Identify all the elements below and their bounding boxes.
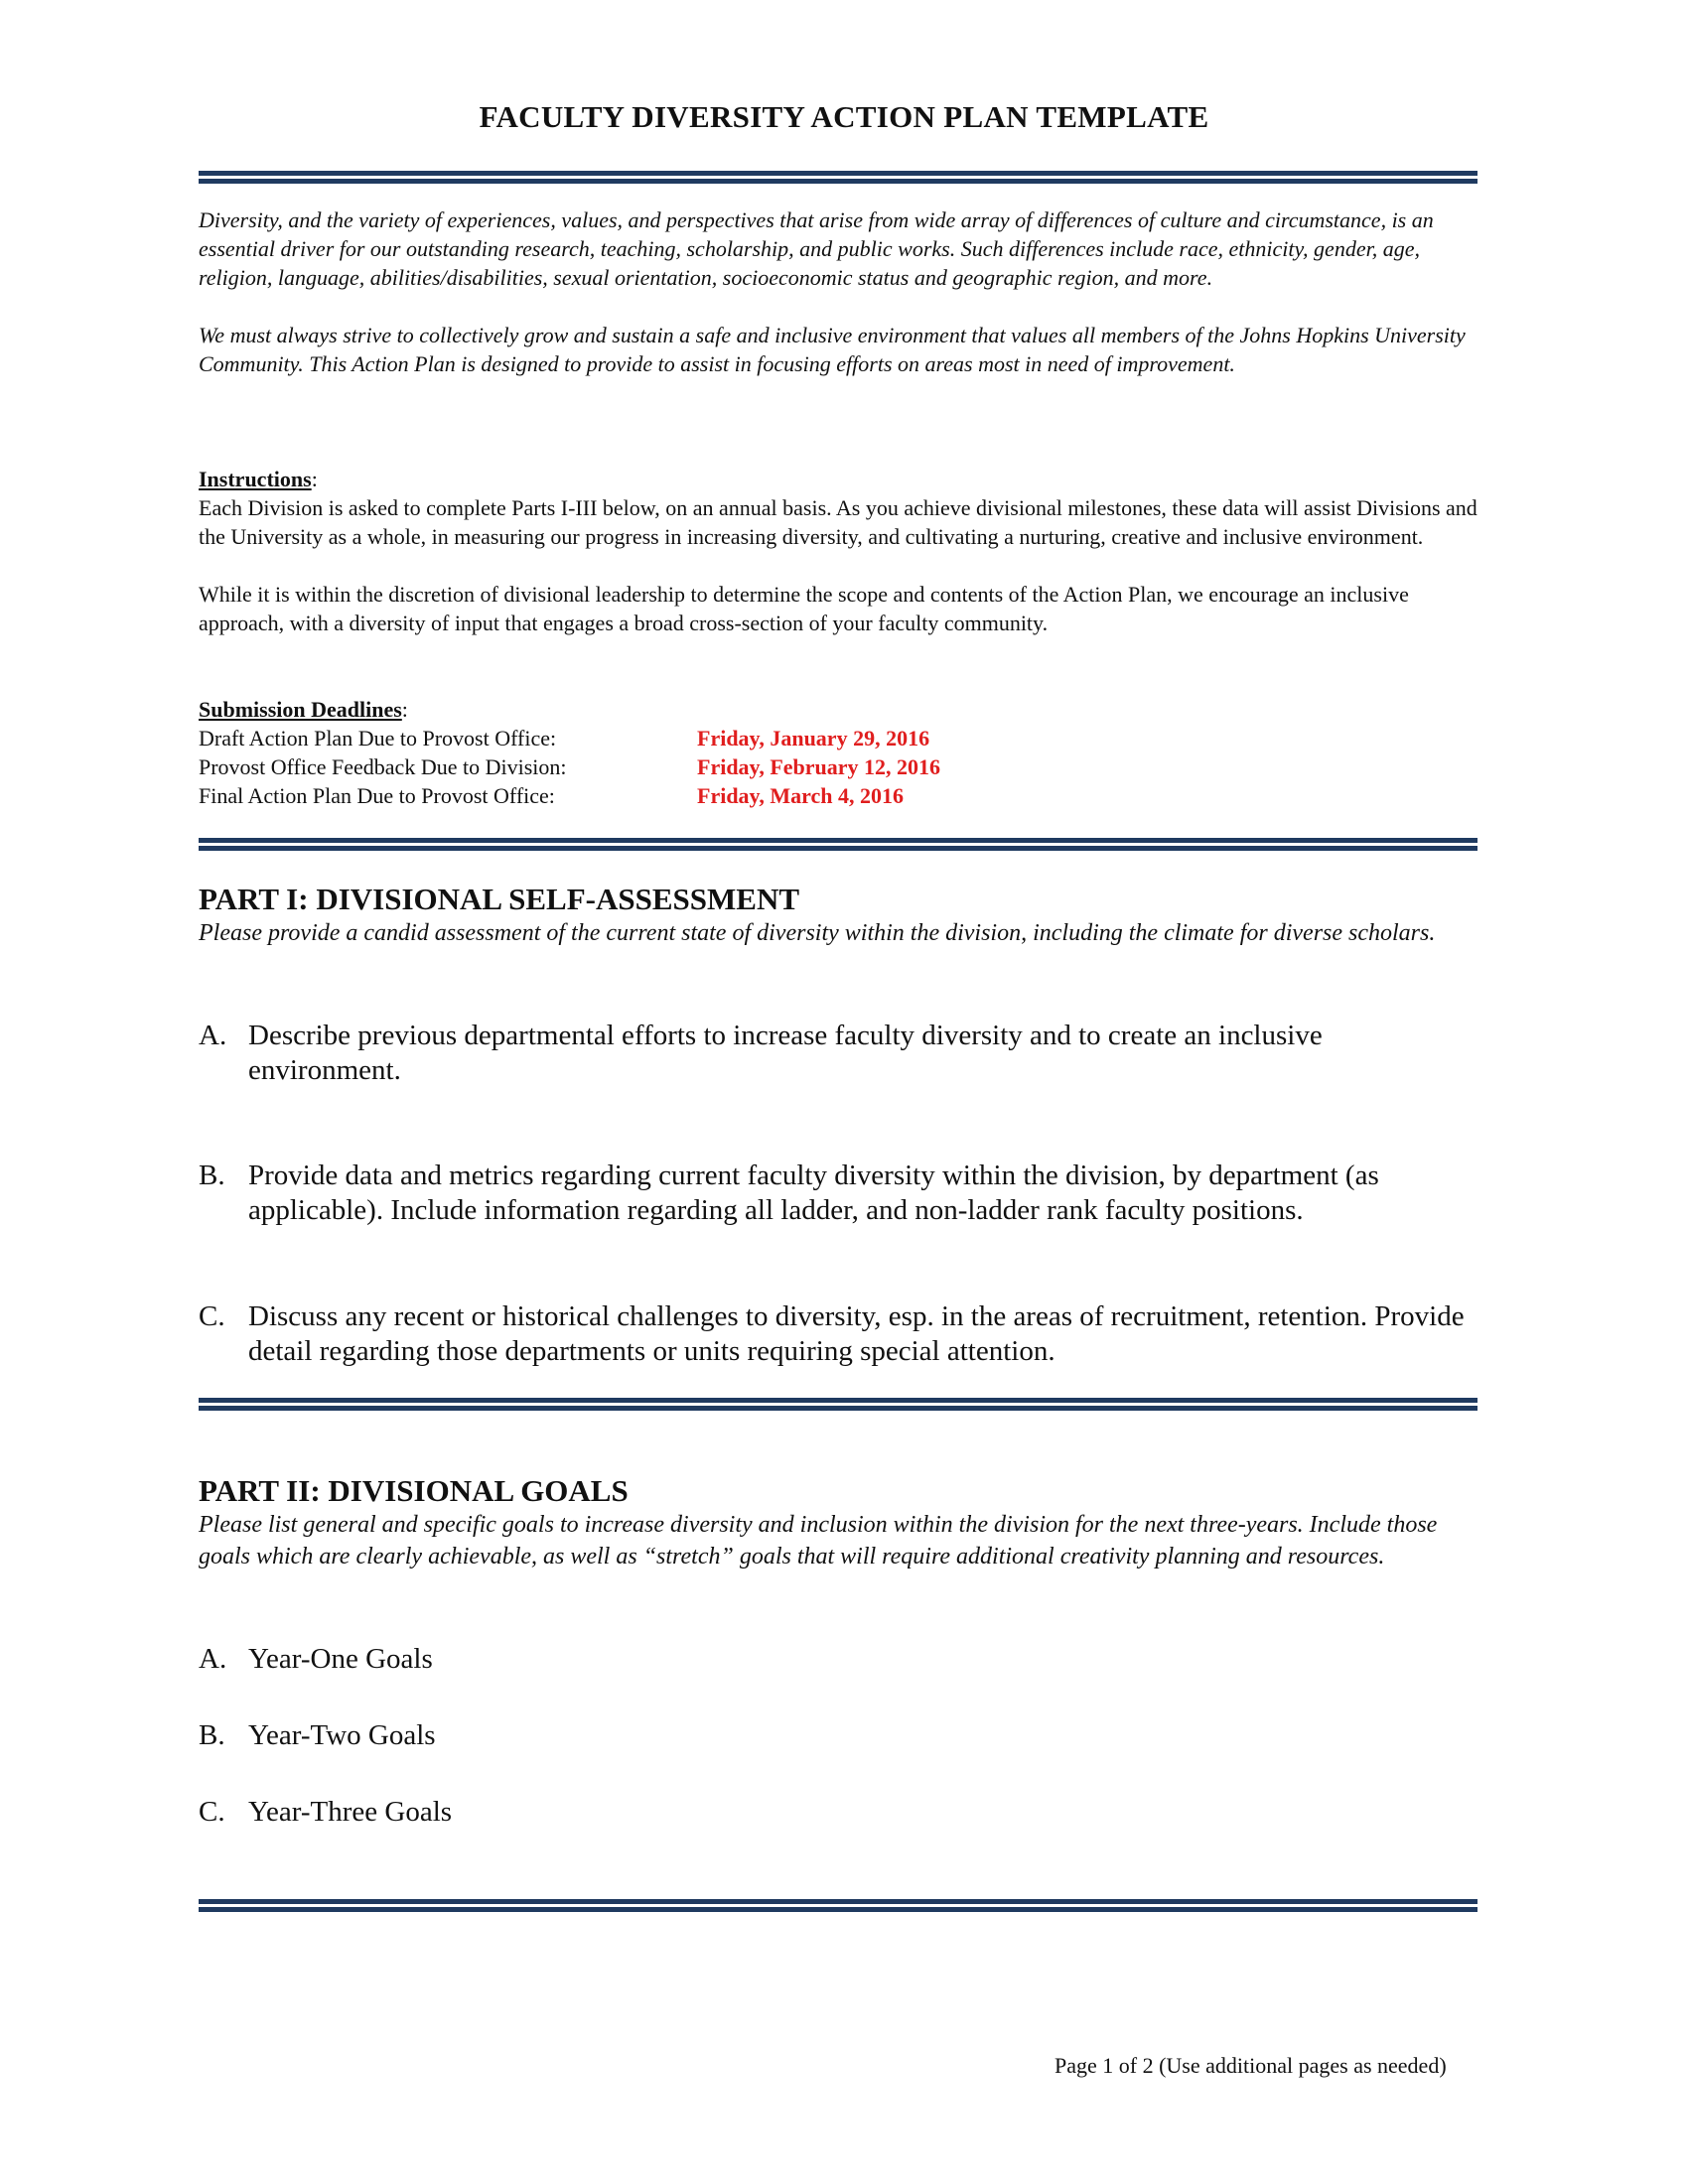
deadlines-heading: Submission Deadlines bbox=[199, 697, 402, 722]
part1-title: PART I: DIVISIONAL SELF-ASSESSMENT bbox=[199, 882, 800, 916]
deadline-date: Friday, February 12, 2016 bbox=[697, 754, 941, 779]
section-divider bbox=[199, 838, 1477, 851]
item-text: Year-Three Goals bbox=[248, 1796, 453, 1828]
deadline-date: Friday, January 29, 2016 bbox=[697, 726, 930, 751]
item-text: Year-Two Goals bbox=[248, 1719, 436, 1751]
page-footer: Page 1 of 2 (Use additional pages as needed) bbox=[1055, 2053, 1447, 2078]
intro-section bbox=[199, 205, 1489, 378]
part1-item-b bbox=[199, 1159, 1479, 1228]
item-letter: B. bbox=[199, 1719, 225, 1751]
section-divider bbox=[199, 171, 1477, 184]
section-divider bbox=[199, 1899, 1477, 1912]
item-text: Provide data and metrics regarding current faculty diversity within the division, by department (as applicable). Include information regarding all ladder, and non-ladder rank faculty positions. bbox=[248, 1160, 1379, 1226]
deadline-label: Provost Office Feedback Due to Division: bbox=[199, 754, 567, 779]
part2-header bbox=[199, 1473, 1489, 1572]
deadline-label: Draft Action Plan Due to Provost Office: bbox=[199, 726, 557, 751]
instructions-paragraph-2: While it is within the discretion of divisional leadership to determine the scope and contents of the Action Plan, we encourage an inclusive approach, with a diversity of input that engages a broad cross-section of your faculty community. bbox=[199, 582, 1409, 635]
deadline-date: Friday, March 4, 2016 bbox=[697, 783, 904, 808]
part2-item-b bbox=[199, 1718, 1479, 1753]
item-letter: C. bbox=[199, 1300, 225, 1332]
section-divider bbox=[199, 1398, 1477, 1411]
instructions-paragraph-1: Each Division is asked to complete Parts I-III below, on an annual basis. As you achieve divisional milestones, these data will assist Divisions and the University as a whole, in measuring our progress in increasing diversity, and cultivating a nurturing, creative and inclusive environment. bbox=[199, 495, 1477, 549]
instructions-heading: Instructions bbox=[199, 467, 312, 491]
part1-header bbox=[199, 882, 1489, 949]
item-letter: A. bbox=[199, 1643, 227, 1675]
intro-paragraph-2: We must always strive to collectively grow and sustain a safe and inclusive environment that values all members of the Johns Hopkins University Community. This Action Plan is designed to provide to assist in focusing efforts on areas most in need of improvement. bbox=[199, 323, 1466, 376]
deadlines-section bbox=[199, 695, 1489, 810]
item-text: Discuss any recent or historical challenges to diversity, esp. in the areas of recruitment, retention. Provide detail regarding those departments or units requiring special attention. bbox=[248, 1300, 1465, 1367]
part2-description: Please list general and specific goals to increase diversity and inclusion within the division for the next three-years. Include those goals which are clearly achievable, as well as “stretch” goals that will require additional creativity planning and resources. bbox=[199, 1512, 1438, 1570]
item-text: Year-One Goals bbox=[248, 1643, 433, 1675]
part2-item-c bbox=[199, 1795, 1479, 1830]
document-title: FACULTY DIVERSITY ACTION PLAN TEMPLATE bbox=[479, 99, 1209, 134]
deadline-row bbox=[199, 724, 1489, 752]
part2-item-a bbox=[199, 1642, 1479, 1677]
instructions-heading-line: Instructions: bbox=[199, 467, 318, 491]
part2-title: PART II: DIVISIONAL GOALS bbox=[199, 1473, 629, 1508]
part1-item-c bbox=[199, 1299, 1479, 1369]
deadline-row bbox=[199, 781, 1489, 810]
item-letter: C. bbox=[199, 1796, 225, 1828]
deadlines-heading-line: Submission Deadlines: bbox=[199, 697, 408, 722]
item-text: Describe previous departmental efforts to increase faculty diversity and to create an inclusive environment. bbox=[248, 1020, 1323, 1086]
item-letter: B. bbox=[199, 1160, 225, 1191]
deadline-label: Final Action Plan Due to Provost Office: bbox=[199, 783, 555, 808]
item-letter: A. bbox=[199, 1020, 227, 1051]
intro-paragraph-1: Diversity, and the variety of experiences, values, and perspectives that arise from wide array of differences of culture and circumstance, is an essential driver for our outstanding research, teaching, scholarship, and public works. Such differences include race, ethnicity, gender, age, religion, language, abilities/disabilities, sexual orientation, socioeconomic status and geographic region, and more. bbox=[199, 207, 1434, 290]
deadline-row bbox=[199, 752, 1489, 781]
instructions-section bbox=[199, 465, 1489, 637]
part1-item-a bbox=[199, 1019, 1479, 1088]
part1-description: Please provide a candid assessment of the current state of diversity within the division, including the climate for diverse scholars. bbox=[199, 920, 1436, 946]
